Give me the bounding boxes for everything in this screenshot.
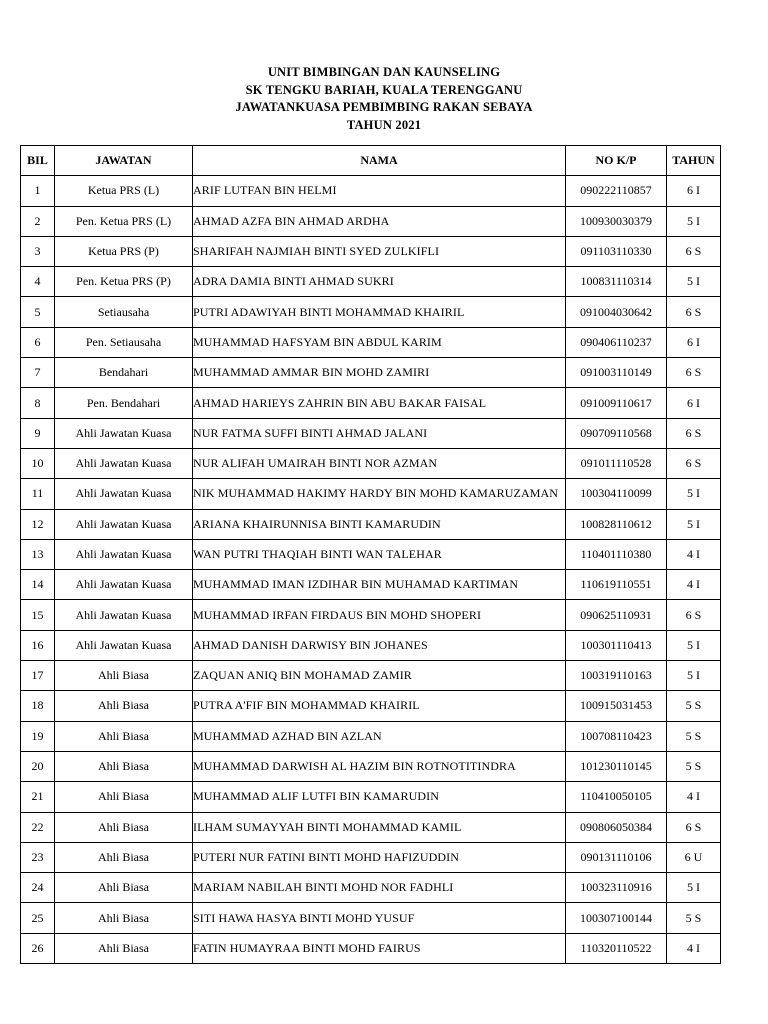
cell-tahun: 6 S (667, 297, 721, 327)
cell-jawatan: Ahli Biasa (55, 812, 193, 842)
cell-nama: MARIAM NABILAH BINTI MOHD NOR FADHLI (193, 873, 566, 903)
cell-nokp: 110320110522 (566, 933, 667, 963)
header-school: SK TENGKU BARIAH, KUALA TERENGGANU (245, 82, 523, 97)
cell-bil: 26 (21, 933, 55, 963)
table-row (21, 236, 721, 266)
cell-jawatan: Ahli Biasa (55, 721, 193, 751)
table-row (21, 267, 721, 297)
cell-bil: 3 (21, 236, 55, 266)
cell-nama: SHARIFAH NAJMIAH BINTI SYED ZULKIFLI (193, 236, 566, 266)
cell-nokp: 101230110145 (566, 751, 667, 781)
cell-nokp: 091009110617 (566, 388, 667, 418)
cell-jawatan: Ahli Biasa (55, 842, 193, 872)
cell-tahun: 6 S (667, 812, 721, 842)
cell-bil: 22 (21, 812, 55, 842)
table-row (21, 782, 721, 812)
cell-nama: FATIN HUMAYRAA BINTI MOHD FAIRUS (193, 933, 566, 963)
cell-jawatan: Ketua PRS (L) (55, 176, 193, 206)
cell-nama: SITI HAWA HASYA BINTI MOHD YUSUF (193, 903, 566, 933)
cell-jawatan: Ahli Jawatan Kuasa (55, 630, 193, 660)
cell-bil: 24 (21, 873, 55, 903)
cell-nokp: 110619110551 (566, 570, 667, 600)
cell-nama: AHMAD AZFA BIN AHMAD ARDHA (193, 206, 566, 236)
cell-jawatan: Ahli Jawatan Kuasa (55, 539, 193, 569)
table-body (21, 176, 721, 964)
cell-jawatan: Ahli Jawatan Kuasa (55, 448, 193, 478)
table-row (21, 630, 721, 660)
cell-nama: PUTERI NUR FATINI BINTI MOHD HAFIZUDDIN (193, 842, 566, 872)
cell-tahun: 4 I (667, 570, 721, 600)
cell-tahun: 5 S (667, 903, 721, 933)
cell-bil: 23 (21, 842, 55, 872)
cell-nama: ZAQUAN ANIQ BIN MOHAMAD ZAMIR (193, 661, 566, 691)
table-row (21, 176, 721, 206)
cell-jawatan: Ahli Biasa (55, 691, 193, 721)
cell-tahun: 5 I (667, 873, 721, 903)
table-row (21, 691, 721, 721)
cell-nama: NIK MUHAMMAD HAKIMY HARDY BIN MOHD KAMARUZAMAN (193, 479, 566, 509)
cell-jawatan: Ahli Biasa (55, 782, 193, 812)
document-header (0, 64, 768, 134)
cell-tahun: 6 I (667, 176, 721, 206)
cell-nokp: 100831110314 (566, 267, 667, 297)
cell-tahun: 6 S (667, 418, 721, 448)
table-row (21, 479, 721, 509)
table-row (21, 206, 721, 236)
table-row (21, 448, 721, 478)
cell-nokp: 091011110528 (566, 448, 667, 478)
cell-nokp: 090625110931 (566, 600, 667, 630)
cell-nokp: 100301110413 (566, 630, 667, 660)
table-row (21, 842, 721, 872)
column-header-nama: NAMA (193, 146, 566, 176)
cell-bil: 4 (21, 267, 55, 297)
cell-jawatan: Pen. Bendahari (55, 388, 193, 418)
cell-bil: 16 (21, 630, 55, 660)
cell-jawatan: Ahli Jawatan Kuasa (55, 570, 193, 600)
cell-bil: 25 (21, 903, 55, 933)
cell-tahun: 5 I (667, 509, 721, 539)
cell-bil: 8 (21, 388, 55, 418)
cell-tahun: 5 I (667, 206, 721, 236)
cell-bil: 7 (21, 358, 55, 388)
cell-nokp: 090406110237 (566, 327, 667, 357)
cell-tahun: 4 I (667, 933, 721, 963)
cell-nama: PUTRA A'FIF BIN MOHAMMAD KHAIRIL (193, 691, 566, 721)
cell-nama: AHMAD DANISH DARWISY BIN JOHANES (193, 630, 566, 660)
cell-tahun: 6 S (667, 600, 721, 630)
cell-bil: 2 (21, 206, 55, 236)
cell-jawatan: Pen. Setiausaha (55, 327, 193, 357)
cell-tahun: 6 U (667, 842, 721, 872)
cell-nokp: 100304110099 (566, 479, 667, 509)
header-committee: JAWATANKUASA PEMBIMBING RAKAN SEBAYA (235, 100, 533, 114)
cell-jawatan: Ahli Biasa (55, 661, 193, 691)
cell-nama: PUTRI ADAWIYAH BINTI MOHAMMAD KHAIRIL (193, 297, 566, 327)
column-header-tahun: TAHUN (667, 146, 721, 176)
table-row (21, 327, 721, 357)
table-row (21, 933, 721, 963)
cell-tahun: 6 S (667, 358, 721, 388)
cell-nama: NUR FATMA SUFFI BINTI AHMAD JALANI (193, 418, 566, 448)
cell-nama: WAN PUTRI THAQIAH BINTI WAN TALEHAR (193, 539, 566, 569)
cell-bil: 15 (21, 600, 55, 630)
table-row (21, 358, 721, 388)
cell-jawatan: Ahli Jawatan Kuasa (55, 418, 193, 448)
cell-tahun: 5 S (667, 721, 721, 751)
cell-bil: 1 (21, 176, 55, 206)
cell-tahun: 5 S (667, 751, 721, 781)
column-header-jawatan: JAWATAN (55, 146, 193, 176)
cell-tahun: 5 I (667, 661, 721, 691)
table-row (21, 903, 721, 933)
cell-tahun: 6 S (667, 448, 721, 478)
table-row (21, 661, 721, 691)
cell-nokp: 110401110380 (566, 539, 667, 569)
cell-jawatan: Ahli Biasa (55, 933, 193, 963)
table-row (21, 812, 721, 842)
cell-nokp: 100915031453 (566, 691, 667, 721)
cell-tahun: 5 I (667, 267, 721, 297)
cell-nokp: 090222110857 (566, 176, 667, 206)
cell-nama: NUR ALIFAH UMAIRAH BINTI NOR AZMAN (193, 448, 566, 478)
cell-bil: 5 (21, 297, 55, 327)
cell-nama: MUHAMMAD HAFSYAM BIN ABDUL KARIM (193, 327, 566, 357)
cell-nokp: 091103110330 (566, 236, 667, 266)
cell-jawatan: Ketua PRS (P) (55, 236, 193, 266)
cell-nokp: 090131110106 (566, 842, 667, 872)
cell-nama: ARIANA KHAIRUNNISA BINTI KAMARUDIN (193, 509, 566, 539)
cell-bil: 19 (21, 721, 55, 751)
table-row (21, 570, 721, 600)
committee-table (20, 145, 721, 964)
cell-nokp: 100708110423 (566, 721, 667, 751)
cell-bil: 14 (21, 570, 55, 600)
cell-nama: MUHAMMAD DARWISH AL HAZIM BIN ROTNOTITINDRA (193, 751, 566, 781)
table-row (21, 539, 721, 569)
cell-jawatan: Ahli Jawatan Kuasa (55, 509, 193, 539)
cell-jawatan: Ahli Biasa (55, 751, 193, 781)
cell-bil: 20 (21, 751, 55, 781)
cell-tahun: 6 I (667, 388, 721, 418)
cell-nama: ILHAM SUMAYYAH BINTI MOHAMMAD KAMIL (193, 812, 566, 842)
cell-nokp: 100307100144 (566, 903, 667, 933)
cell-nama: MUHAMMAD IMAN IZDIHAR BIN MUHAMAD KARTIMAN (193, 570, 566, 600)
cell-tahun: 6 I (667, 327, 721, 357)
cell-tahun: 6 S (667, 236, 721, 266)
cell-tahun: 5 I (667, 630, 721, 660)
cell-nokp: 091004030642 (566, 297, 667, 327)
cell-bil: 6 (21, 327, 55, 357)
cell-nokp: 090806050384 (566, 812, 667, 842)
table-row (21, 418, 721, 448)
cell-nama: ADRA DAMIA BINTI AHMAD SUKRI (193, 267, 566, 297)
column-header-bil: BIL (21, 146, 55, 176)
cell-tahun: 4 I (667, 782, 721, 812)
cell-nokp: 100319110163 (566, 661, 667, 691)
cell-tahun: 4 I (667, 539, 721, 569)
cell-tahun: 5 S (667, 691, 721, 721)
cell-nokp: 100323110916 (566, 873, 667, 903)
table-row (21, 600, 721, 630)
cell-bil: 12 (21, 509, 55, 539)
table-header-row (21, 146, 721, 176)
cell-jawatan: Pen. Ketua PRS (P) (55, 267, 193, 297)
column-header-nokp: NO K/P (566, 146, 667, 176)
header-unit: UNIT BIMBINGAN DAN KAUNSELING (267, 65, 501, 79)
cell-jawatan: Ahli Biasa (55, 873, 193, 903)
cell-nama: AHMAD HARIEYS ZAHRIN BIN ABU BAKAR FAISAL (193, 388, 566, 418)
cell-jawatan: Ahli Jawatan Kuasa (55, 479, 193, 509)
table-row (21, 873, 721, 903)
cell-nokp: 100828110612 (566, 509, 667, 539)
cell-bil: 13 (21, 539, 55, 569)
cell-jawatan: Bendahari (55, 358, 193, 388)
cell-jawatan: Setiausaha (55, 297, 193, 327)
cell-nama: MUHAMMAD AZHAD BIN AZLAN (193, 721, 566, 751)
cell-nokp: 091003110149 (566, 358, 667, 388)
table-row (21, 388, 721, 418)
cell-nokp: 090709110568 (566, 418, 667, 448)
cell-bil: 10 (21, 448, 55, 478)
cell-bil: 9 (21, 418, 55, 448)
table-row (21, 751, 721, 781)
cell-nokp: 100930030379 (566, 206, 667, 236)
cell-tahun: 5 I (667, 479, 721, 509)
table-row (21, 297, 721, 327)
table-row (21, 721, 721, 751)
cell-bil: 21 (21, 782, 55, 812)
cell-bil: 17 (21, 661, 55, 691)
cell-jawatan: Ahli Biasa (55, 903, 193, 933)
cell-jawatan: Pen. Ketua PRS (L) (55, 206, 193, 236)
cell-nama: MUHAMMAD ALIF LUTFI BIN KAMARUDIN (193, 782, 566, 812)
cell-nama: MUHAMMAD IRFAN FIRDAUS BIN MOHD SHOPERI (193, 600, 566, 630)
table-row (21, 509, 721, 539)
cell-nama: ARIF LUTFAN BIN HELMI (193, 176, 566, 206)
cell-bil: 18 (21, 691, 55, 721)
header-year: TAHUN 2021 (346, 117, 422, 132)
cell-jawatan: Ahli Jawatan Kuasa (55, 600, 193, 630)
cell-nokp: 110410050105 (566, 782, 667, 812)
cell-nama: MUHAMMAD AMMAR BIN MOHD ZAMIRI (193, 358, 566, 388)
cell-bil: 11 (21, 479, 55, 509)
